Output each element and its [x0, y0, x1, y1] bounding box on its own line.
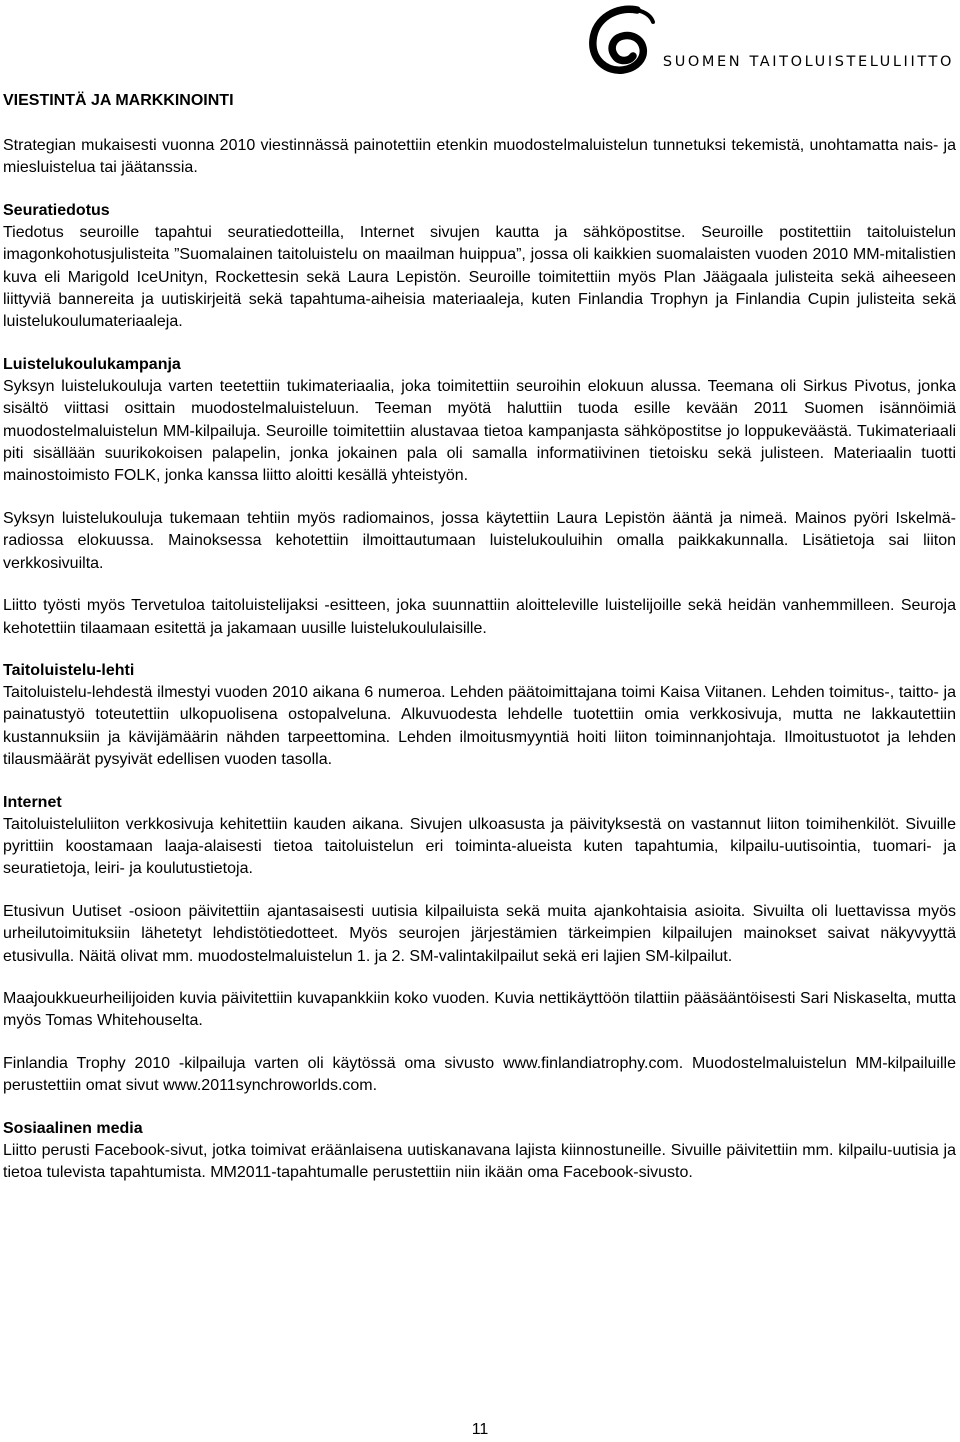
section-paragraph: Taitoluisteluliiton verkkosivuja kehitettiin kauden aikana. Sivujen ulkoasusta ja päivityksestä on vastannut liiton toimihenkilöt. Sivuille pyrittiin koostamaan laaja-alaisesti tietoa taitoluistelun eri toiminta-alueista kuten tapahtumia, kilpailu-uutisointia, tuomari- ja seuratietoja, leiri- ja koulutustietoja. — [3, 815, 956, 878]
document-title: VIESTINTÄ JA MARKKINOINTI — [3, 92, 234, 109]
section-paragraph: Maajoukkueurheilijoiden kuvia päivitettiin kuvapankkiin koko vuoden. Kuvia nettikäyttöön tilattiin pääsääntöisesti Sari Niskaselta, mutta myös Tomas Whitehouselta. — [3, 989, 956, 1030]
document-body — [3, 91, 956, 1204]
org-name: SUOMEN TAITOLUISTELULIITTO — [662, 54, 954, 70]
section-heading: Internet — [3, 793, 62, 811]
section-paragraph: Syksyn luistelukouluja tukemaan tehtiin myös radiomainos, jossa käytettiin Laura Lepistön ääntä ja nimeä. Mainos pyöri Iskelmä-radiossa elokuussa. Mainoksessa kehotettiin ilmoittautumaan luistelukouluihin omalla paikkakunnalla. Lisätietoja sai liiton verkkosivuilta. — [3, 509, 956, 572]
section-paragraph: Etusivun Uutiset -osioon päivitettiin ajantasaisesti uutisia kilpailuista sekä muita ajankohtaisia asioita. Sivuilta oli luettavissa myös urheilutoimituksiin lähetetyt lehdistötiedotteet. Myös seurojen järjestämien tärkeimpien kilpailujen mainokset saivat näkyvyyttä etusivulla. Näitä olivat mm. muodostelmaluistelun 1. ja 2. SM-valintakilpailut sekä eri lajien SM-kilpailut. — [3, 902, 956, 965]
section-luistelukoulukampanja — [3, 354, 956, 640]
section-sosiaalinen-media — [3, 1118, 956, 1185]
section-paragraph: Liitto työsti myös Tervetuloa taitoluistelijaksi -esitteen, joka suunnattiin aloitteleville luistelijoille sekä heidän vanhemmilleen. Seuroja kehotettiin tilaamaan esitettä ja jakamaan uusille luistelukoululaisille. — [3, 597, 956, 637]
section-paragraph: Tiedotus seuroille tapahtui seuratiedotteilla, Internet sivujen kautta ja sähköpostitse. Seuroille postitettiin taitoluistelun imagonkohotusjulisteita ”Suomalainen taitoluistelu on maailman huippua”, jossa oli kaikkien suomalaisten vuoden 2010 MM-mitalistien kuva eli Marigold IceUnityn, Rockettesin sekä Laura Lepistön. Seuroille toimitettiin myös Plan Jäägaala julisteita sekä aiheeseen liittyviä bannereita ja uutiskirjeitä sekä tapahtuma-aiheisia materiaaleja, kuten Finlandia Trophyn ja Finlandia Cupin julisteita sekä luistelukoulumateriaaleja. — [3, 223, 956, 331]
section-heading: Luistelukoulukampanja — [3, 355, 181, 373]
org-logo — [587, 4, 954, 74]
section-paragraph: Syksyn luistelukouluja varten teetettiin tukimateriaalia, joka toimitettiin seuroihin elokuun alussa. Teemana oli Sirkus Pivotus, jonka sisältö viittasi osittain muodostelmaluisteluun. Teeman myötä haluttiin tuoda esille kevään 2011 Suomen isännöimiä muodostelmaluistelun MM-kilpailuja. Seuroille toimitettiin alustavaa tietoa kampanjasta sähköpostitse jo loppukeväästä. Tukimateriaali piti sisällään suurikokoisen palapelin, jonka jokainen pala oli samalla informatiivinen tietoisku sekä julisteen. Materiaalin tuotti mainostoimisto FOLK, jonka kanssa liitto aloitti kesällä yhteistyön. — [3, 377, 956, 485]
section-paragraph: Liitto perusti Facebook-sivut, jotka toimivat eräänlaisena uutiskanavana lajista kiinnostuneille. Sivuille päivitettiin mm. kilpailu-uutisia ja tietoa tulevista tapahtumista. MM2011-tapahtumalle perustettiin niin ikään oma Facebook-sivusto. — [3, 1141, 956, 1181]
section-internet — [3, 792, 956, 1098]
intro-paragraph: Strategian mukaisesti vuonna 2010 viestinnässä painotettiin etenkin muodostelmaluistelun tunnetuksi tekemistä, unohtamatta nais- ja miesluistelua tai jäätanssia. — [3, 137, 956, 177]
section-heading: Sosiaalinen media — [3, 1119, 143, 1137]
page-number: 11 — [471, 1421, 489, 1438]
section-heading: Seuratiedotus — [3, 201, 110, 219]
skater-swirl-logo-icon — [587, 4, 661, 74]
section-taitoluistelu-lehti — [3, 660, 956, 772]
section-paragraph: Taitoluistelu-lehdestä ilmestyi vuoden 2010 aikana 6 numeroa. Lehden päätoimittajana toimi Kaisa Viitanen. Lehden toimitus-, taitto- ja painatustyö toteutettiin ulkopuolisena ostopalveluna. Alkuvuodesta lehdelle tuotettiin omia verkkosivuja, mutta ne lakkautettiin kustannuksiin ja kävijämäärin nähden tarpeettomina. Lehden ilmoitusmyyntiä hoiti liiton toiminnanjohtaja. Ilmoitustuotot ja lehden tilausmäärät pysyivät edellisen vuoden tasolla. — [3, 683, 956, 769]
section-paragraph: Finlandia Trophy 2010 -kilpailuja varten oli käytössä oma sivusto www.finlandiatrophy.com. Muodostelmaluistelun MM-kilpailuille perustettiin omat sivut www.2011synchroworlds.com. — [3, 1054, 956, 1095]
section-heading: Taitoluistelu-lehti — [3, 661, 135, 679]
section-seuratiedotus — [3, 200, 956, 334]
